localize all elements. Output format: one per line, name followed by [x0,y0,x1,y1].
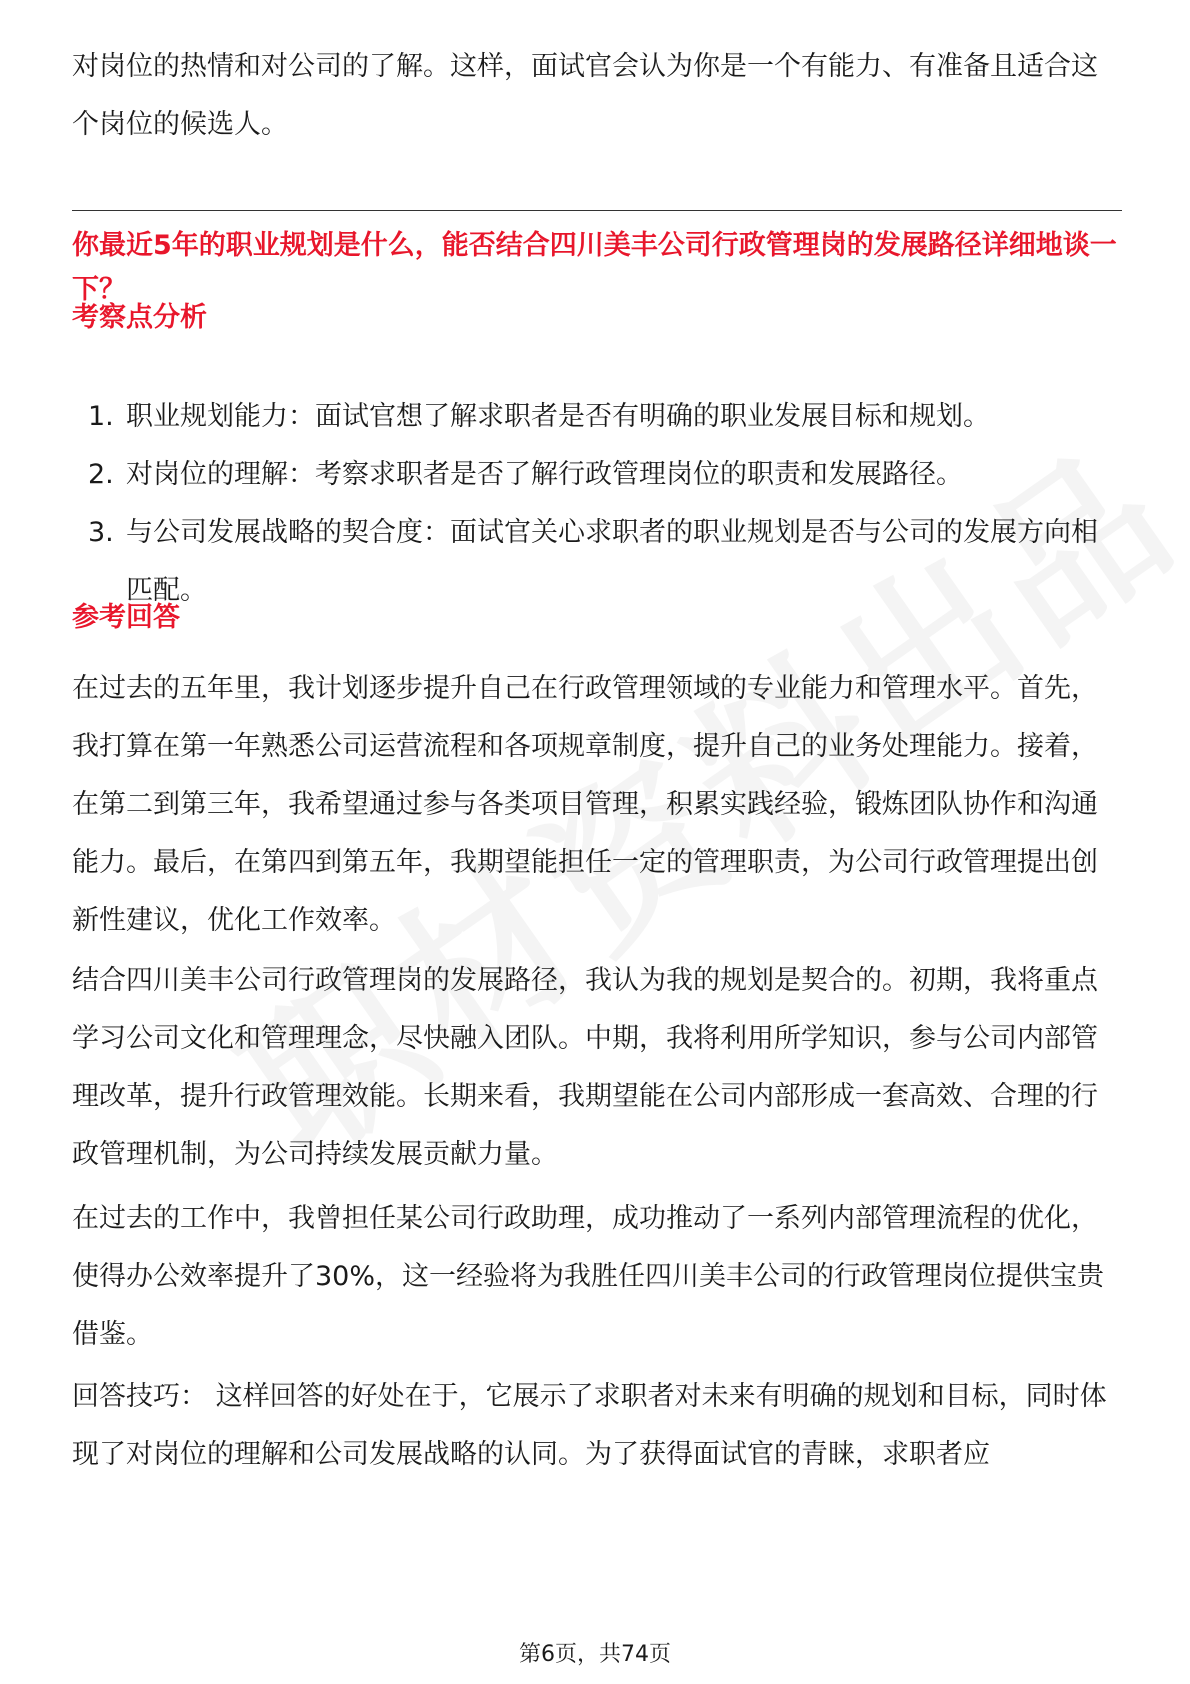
answer-paragraph: 结合四川美丰公司行政管理岗的发展路径，我认为我的规划是契合的。初期，我将重点学习公司文化和管理理念，尽快融入团队。中期，我将利用所学知识，参与公司内部管理改革，提升行政管理效能。长期来看，我期望能在公司内部形成一套高效、合理的行政管理机制，为公司持续发展贡献力量。 [72,965,1098,1170]
list-item-number: 2. [88,459,114,490]
answer-heading: 参考回答 [72,602,180,633]
list-item-number: 1. [88,401,114,432]
list-item-text: 对岗位的理解：考察求职者是否了解行政管理岗位的职责和发展路径。 [126,459,963,490]
answer-paragraph: 在过去的工作中，我曾担任某公司行政助理，成功推动了一系列内部管理流程的优化，使得办公效率提升了30%，这一经验将为我胜任四川美丰公司的行政管理岗位提供宝贵借鉴。 [72,1203,1105,1350]
list-item-text: 与公司发展战略的契合度：面试官关心求职者的职业规划是否与公司的发展方向相匹配。 [126,517,1098,606]
list-item-number: 3. [88,517,114,548]
list-item-text: 职业规划能力：面试官想了解求职者是否有明确的职业发展目标和规划。 [126,401,990,432]
list-item [72,504,1122,620]
list-item [72,446,1122,504]
list-item [72,388,1122,446]
tips-paragraph: 回答技巧： 这样回答的好处在于，它展示了求职者对未来有明确的规划和目标，同时体现了对岗位的理解和公司发展战略的认同。为了获得面试官的青睐，求职者应 [72,1381,1107,1470]
section-divider [72,210,1122,211]
analysis-heading: 考察点分析 [72,302,207,333]
question-title: 你最近5年的职业规划是什么，能否结合四川美丰公司行政管理岗的发展路径详细地谈一下？ [72,230,1117,305]
answer-paragraph: 在过去的五年里，我计划逐步提升自己在行政管理领域的专业能力和管理水平。首先，我打算在第一年熟悉公司运营流程和各项规章制度，提升自己的业务处理能力。接着，在第二到第三年，我希望通过参与各类项目管理，积累实践经验，锻炼团队协作和沟通能力。最后，在第四到第五年，我期望能担任一定的管理职责，为公司行政管理提出创新性建议，优化工作效率。 [72,673,1098,936]
analysis-list [72,388,1122,620]
intro-paragraph: 对岗位的热情和对公司的了解。这样，面试官会认为你是一个有能力、有准备且适合这个岗位的候选人。 [72,51,1098,140]
page-number: 第6页，共74页 [519,1642,671,1667]
